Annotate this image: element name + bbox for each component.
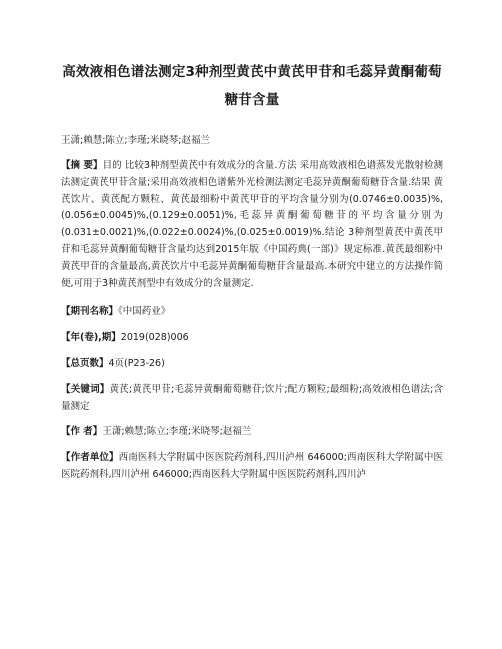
affiliation-label: 【作者单位】 bbox=[61, 452, 119, 464]
keywords-value: 黄芪;黄芪甲苷;毛蕊异黄酮葡萄糖苷;饮片;配方颗粒;最细粉;高效液相色谱法;含量测定 bbox=[61, 383, 443, 412]
abstract-text: 目的 比较3种剂型黄芪中有效成分的含量.方法 采用高效液相色谱蒸发光散射检测法测定黄芪甲苷含量;采用高效液相色谱紫外光检测法测定毛蕊异黄酮葡萄糖苷含量.结果 黄芪饮片、黄芪配方颗粒、黄芪最细粉中黄芪甲苷的平均含量分别为(0.0746±0.0035)%,(0.056±0.0045)%,(0.129±0.0051)%,毛蕊异黄酮葡萄糖苷的平均含量分别为(0.031±0.0021)%,(0.022±0.0024)%,(0.025±0.0019)%.结论 3种剂型黄芪中黄芪甲苷和毛蕊异黄酮葡萄糖苷含量均达到2015年版《中国药典(一部)》规定标准.黄芪最细粉中黄芪甲苷的含量最高,黄芪饮片中毛蕊异黄酮葡萄糖苷含量最高.本研究中建立的方法操作简便,可用于3种黄芪剂型中有效成分的含量测定. bbox=[61, 160, 444, 289]
author-label: 【作 者】 bbox=[61, 426, 103, 438]
affiliation-value: 西南医科大学附属中医医院药剂科,四川泸州 646000;西南医科大学附属中医医院药剂科,四川泸州 646000;西南医科大学附属中医医院药剂科,四川泸 bbox=[61, 452, 443, 480]
year-issue-value: 2019(028)006 bbox=[120, 332, 189, 344]
journal-section bbox=[61, 304, 443, 321]
abstract-label: 【摘 要】 bbox=[61, 160, 103, 171]
abstract-section bbox=[61, 158, 443, 292]
keywords-label: 【关键词】 bbox=[61, 383, 110, 395]
affiliation-section bbox=[61, 450, 443, 484]
keywords-section bbox=[61, 382, 443, 416]
author-section bbox=[61, 424, 443, 441]
authors-line: 王潇;赖慧;陈立;李瑾;米晓琴;赵福兰 bbox=[61, 135, 211, 146]
paper-title: 高效液相色谱法测定3种剂型黄芪中黄芪甲苷和毛蕊异黄酮葡萄糖苷含量 bbox=[62, 64, 442, 108]
author-value: 王潇;赖慧;陈立;李瑾;米晓琴;赵福兰 bbox=[102, 426, 252, 438]
year-issue-section bbox=[61, 330, 443, 347]
pages-section bbox=[61, 356, 443, 373]
journal-label: 【期刊名称】 bbox=[61, 306, 119, 318]
pages-label: 【总页数】 bbox=[61, 357, 109, 369]
pages-value: 4页(P23-26) bbox=[108, 357, 165, 369]
journal-value: 《中国药业》 bbox=[118, 306, 171, 318]
year-issue-label: 【年(卷),期】 bbox=[61, 332, 121, 344]
